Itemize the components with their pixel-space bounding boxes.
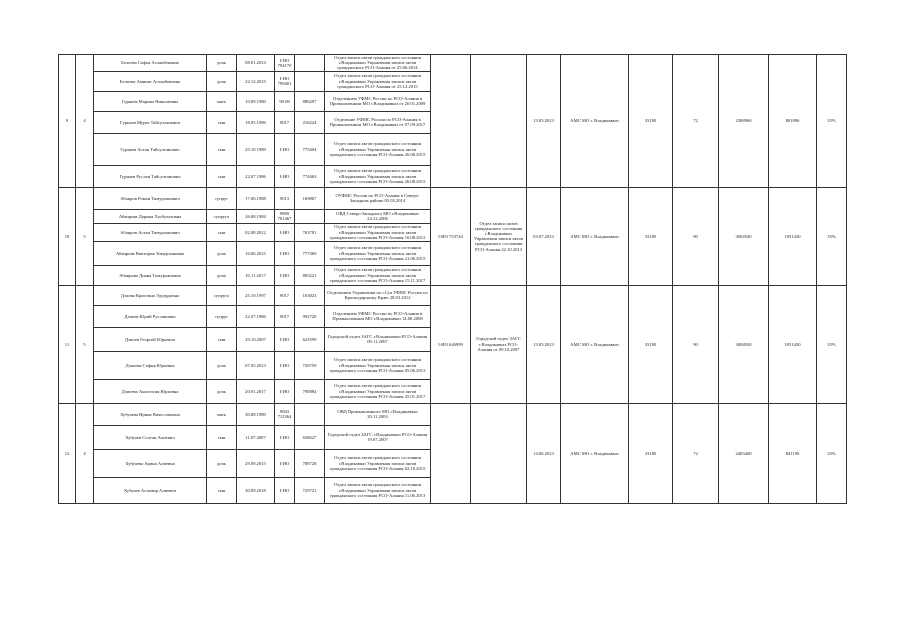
document-issued-by: Отдел записи актов гражданского состояния г.Владикавказ Управления записи актов гражданского состояния РСО-Алания 21.06.2015 <box>325 241 431 265</box>
family-size: 4 <box>76 403 94 503</box>
member-relation: супруг <box>207 187 237 209</box>
area-sqm: 72 <box>673 55 719 188</box>
member-relation: мать <box>207 91 237 111</box>
subsidy-amount: 1051430 <box>769 187 817 285</box>
document-series: I-ИО <box>275 327 295 351</box>
registration-date: 14.06.2013 <box>527 403 561 503</box>
registering-authority: АМС МО г. Владикавказ <box>561 55 629 188</box>
marriage-issued-by <box>471 403 527 503</box>
document-series: I-ИО 799401 <box>275 71 295 91</box>
member-name: Гурнаев Астан Тайсултанович <box>94 133 207 165</box>
marriage-certificate: I-ИО 753744 <box>431 187 471 285</box>
document-issued-by: Отдел записи актов гражданского состояния г.Владикавказ Управления записи актов гражданского состояния РСО-Алания 10.08.2012 <box>325 223 431 241</box>
document-issued-by: Отдел записи актов гражданского состояния г.Владикавказ Управления записи актов гражданского состояния РСО-Алания 11.06.2013 <box>325 477 431 503</box>
member-relation: сын <box>207 223 237 241</box>
document-series: I-ИО <box>275 425 295 449</box>
document-issued-by: ОВД Промышленного МО г.Владикавказ 20.11.2003 <box>325 403 431 425</box>
document-issued-by: Отдел записи актов гражданского состояния г.Владикавказ Управления записи актов гражданского состояния РСО-Алания 26.08.2015 <box>325 133 431 165</box>
document-series: 9017 <box>275 285 295 305</box>
document-series: 9017 <box>275 111 295 133</box>
member-name: Абаирова Дарьям Хасбулатовна <box>94 209 207 223</box>
member-birthdate: 10.11.2017 <box>237 265 275 285</box>
document-series: I-ИО <box>275 351 295 379</box>
member-birthdate: 22.07.1986 <box>237 305 275 327</box>
document-number: 729721 <box>295 477 325 503</box>
member-birthdate: 29.09.2015 <box>237 449 275 477</box>
member-name: Белоева Аминат Асланбековна <box>94 71 207 91</box>
area-sqm: 90 <box>673 187 719 285</box>
member-birthdate: 22.12.2015 <box>237 71 275 91</box>
member-name: Дзиова Кристина Эдуардовна <box>94 285 207 305</box>
member-birthdate: 29.10.2007 <box>237 327 275 351</box>
member-name: Абаирова Виктория Тимурхановна <box>94 241 207 265</box>
document-number: 623599 <box>295 327 325 351</box>
marriage-certificate: I-ИО 626999 <box>431 285 471 403</box>
document-issued-by: Отдел записи актов гражданского состояния г.Владикавказ Управления записи актов гражданского состояния РСО-Алания 15.11.2017 <box>325 265 431 285</box>
subsidy-percent: 35% <box>817 403 847 503</box>
member-relation: супруга <box>207 209 237 223</box>
document-number: 775404 <box>295 133 325 165</box>
member-birthdate: 30.09.2018 <box>237 477 275 503</box>
member-birthdate: 26.08.1984 <box>237 209 275 223</box>
document-issued-by: Отдел записи актов гражданского состояния г.Владикавказ Управления записи актов гражданского состояния РСО-Алания 26.08.2015 <box>325 165 431 187</box>
document-series: I-ИО <box>275 477 295 503</box>
member-name: Абаиров Роман Тимурханович <box>94 187 207 209</box>
document-series: 9017 <box>275 305 295 327</box>
document-series: I-ИО <box>275 241 295 265</box>
estimated-cost: 3004920 <box>719 285 769 403</box>
member-relation: дочь <box>207 71 237 91</box>
member-birthdate: 30.08.1989 <box>237 403 275 425</box>
member-relation: сын <box>207 327 237 351</box>
member-birthdate: 25.10.1989 <box>237 133 275 165</box>
member-relation: сын <box>207 477 237 503</box>
member-relation: дочь <box>207 241 237 265</box>
document-issued-by: Городской отдел ЗАГС г.Владикавказ РСО-Алания 09.11.2007 <box>325 327 431 351</box>
document-number: 163823 <box>295 285 325 305</box>
member-birthdate: 17.06.1988 <box>237 187 275 209</box>
document-issued-by: Отделением УФМС России по РСО-Алания в Промышленном МО г.Владикавказ 14.08.2008 <box>325 305 431 327</box>
table-row <box>59 285 847 305</box>
member-relation: сын <box>207 165 237 187</box>
document-series: I-ИО <box>275 265 295 285</box>
area-sqm: 72 <box>673 403 719 503</box>
price-per-sqm: 33180 <box>629 285 673 403</box>
document-issued-by: Городской отдел ЗАГС г.Владикавказ РСО-Алания 19.07.2007 <box>325 425 431 449</box>
document-number <box>295 209 325 223</box>
document-issued-by: Отдел записи актов гражданского состояния г.Владикавказ Управления записи актов гражданского РСО-Алания от 25.12.2015 <box>325 71 431 91</box>
member-birthdate: 25.10.1997 <box>237 285 275 305</box>
member-relation: мать <box>207 403 237 425</box>
register-sheet <box>58 54 846 620</box>
member-birthdate: 11.07.2007 <box>237 425 275 449</box>
member-birthdate: 22.07.1986 <box>237 165 275 187</box>
family-size: 4 <box>76 55 94 188</box>
document-number: 216224 <box>295 111 325 133</box>
document-number: 777369 <box>295 241 325 265</box>
document-number: 638627 <box>295 425 325 449</box>
document-number: 805221 <box>295 265 325 285</box>
registering-authority: АМС МО г. Владикавказ <box>561 403 629 503</box>
subsidy-amount: 801896 <box>769 55 817 188</box>
member-name: Гурнаев Руслан Тайсултанович <box>94 165 207 187</box>
document-number <box>295 71 325 91</box>
member-relation: дочь <box>207 265 237 285</box>
document-series: I-ИО <box>275 133 295 165</box>
member-birthdate: 10.09.1980 <box>237 91 275 111</box>
registering-authority: АМС МО г. Владикавказ <box>561 285 629 403</box>
price-per-sqm: 33180 <box>629 55 673 188</box>
document-issued-by: Отделением УФМС России по РСО-Алания в Промышленном МО г.Владикавказ от 20.01.2009 <box>325 91 431 111</box>
document-number <box>295 55 325 72</box>
subsidy-percent: 35% <box>817 187 847 285</box>
document-issued-by: Отдел записи актов гражданского состояния г.Владикавказ Управления записи актов гражданского состояния РСО-Алания 25.01.2017 <box>325 379 431 403</box>
document-issued-by: Отдел записи актов гражданского состояния г.Владикавказ Управления записи актов гражданского РСО-Алания от 25.06.2014 <box>325 55 431 72</box>
document-number: 886297 <box>295 91 325 111</box>
price-per-sqm: 33180 <box>629 187 673 285</box>
member-name: Гурнаев Мурат Тайсултанович <box>94 111 207 133</box>
member-relation: дочь <box>207 351 237 379</box>
family-size: 5 <box>76 187 94 285</box>
group-number: 10 <box>59 187 76 285</box>
estimated-cost: 3004920 <box>719 187 769 285</box>
group-number: 9 <box>59 55 76 188</box>
registration-date: 13.05.2013 <box>527 55 561 188</box>
marriage-issued-by <box>471 55 527 188</box>
member-name: Дзиоева София Юрьевна <box>94 351 207 379</box>
document-issued-by: ОВД Северо-Западного МО г.Владикавказ 24.12.2006 <box>325 209 431 223</box>
document-series: 9013 <box>275 187 295 209</box>
area-sqm: 90 <box>673 285 719 403</box>
price-per-sqm: 33180 <box>629 403 673 503</box>
document-number: 169867 <box>295 187 325 209</box>
document-number: 774463 <box>295 165 325 187</box>
member-birthdate: 07.05.2013 <box>237 351 275 379</box>
table-row <box>59 187 847 209</box>
table-row <box>59 403 847 425</box>
member-name: Хубуаева Арина Алиевна <box>94 449 207 477</box>
member-name: Белоева Софья Асланбековна <box>94 55 207 72</box>
table-row <box>59 55 847 72</box>
document-issued-by: Отдел записи актов гражданского состояния г.Владикавказ Управления записи актов гражданского состояния РСО-Алания 02.10.2015 <box>325 449 431 477</box>
member-name: Хубуаев Астамир Алиевич <box>94 477 207 503</box>
family-size: 5 <box>76 285 94 403</box>
member-birthdate: 08.01.2014 <box>237 55 275 72</box>
member-name: Дзиоев Георгий Юрьевич <box>94 327 207 351</box>
member-relation: сын <box>207 111 237 133</box>
member-relation: дочь <box>207 449 237 477</box>
member-relation: сын <box>207 133 237 165</box>
marriage-issued-by: Городской отдел ЗАГС г.Владикавказ РСО-Алания от 09.10.2007 <box>471 285 527 403</box>
marriage-issued-by: Отдел записи актов гражданского состояния г.Владикавказ Управления записи актов гражданского состояния РСО-Алания 22.10.2013 <box>471 187 527 285</box>
group-number: 11 <box>59 285 76 403</box>
document-series: I-ИО <box>275 165 295 187</box>
registering-authority: АМС МО г. Владикавказ <box>561 187 629 285</box>
document-number <box>295 403 325 425</box>
marriage-certificate <box>431 55 471 188</box>
estimated-cost: 2388960 <box>719 55 769 188</box>
document-series: 90 08 <box>275 91 295 111</box>
subsidy-amount: 841196 <box>769 403 817 503</box>
document-series: I-ИО <box>275 223 295 241</box>
document-number: 992720 <box>295 305 325 327</box>
member-relation: супруга <box>207 285 237 305</box>
member-name: Абаирова Диана Тимурхановна <box>94 265 207 285</box>
document-number: 798884 <box>295 379 325 403</box>
document-issued-by: ОУФМС России по РСО-Алания в Северо-Западном районе 05.03.2014 <box>325 187 431 209</box>
document-series: 9800 701467 <box>275 209 295 223</box>
member-name: Дзиоев Юрий Русланович <box>94 305 207 327</box>
document-series: I-ИО <box>275 449 295 477</box>
document-number: 726759 <box>295 351 325 379</box>
document-issued-by: Отдел записи актов гражданского состояния г.Владикавказ Управления записи актов гражданского состояния РСО-Алания 05.06.2013 <box>325 351 431 379</box>
member-birthdate: 16.06.2015 <box>237 241 275 265</box>
document-number: 788728 <box>295 449 325 477</box>
subsidy-amount: 1051430 <box>769 285 817 403</box>
member-name: Абаиров Астан Тимурханович <box>94 223 207 241</box>
document-issued-by: Отделением Управления по г.Суа УФМС России по Краснодарскому Краю 28.03.2012 <box>325 285 431 305</box>
subsidy-percent: 35% <box>817 55 847 188</box>
document-number: 763781 <box>295 223 325 241</box>
family-register-table <box>58 54 847 504</box>
member-name: Дзиоева Анастасия Юрьевна <box>94 379 207 403</box>
registration-date: 13.05.2013 <box>527 285 561 403</box>
document-series: 9003 712364 <box>275 403 295 425</box>
member-birthdate: 02.08.2012 <box>237 223 275 241</box>
member-relation: сын <box>207 425 237 449</box>
member-birthdate: 18.05.1996 <box>237 111 275 133</box>
member-relation: дочь <box>207 55 237 72</box>
member-relation: супруг <box>207 305 237 327</box>
estimated-cost: 2403460 <box>719 403 769 503</box>
member-relation: дочь <box>207 379 237 403</box>
subsidy-percent: 35% <box>817 285 847 403</box>
marriage-certificate <box>431 403 471 503</box>
document-series: I-ИО <box>275 379 295 403</box>
document-issued-by: Отделение УФМС России по РСО-Алания в Промышленном МО г.Владикавказ от 07.09.2017 <box>325 111 431 133</box>
registration-date: 03.07.2013 <box>527 187 561 285</box>
document-series: I-ИО 794170 <box>275 55 295 72</box>
member-name: Хубуаев Солтан Алиевич <box>94 425 207 449</box>
member-birthdate: 20.01.2017 <box>237 379 275 403</box>
group-number: 12 <box>59 403 76 503</box>
member-name: Хубуаева Ирина Вячеславовна <box>94 403 207 425</box>
member-name: Гурнаев Марина Николаевна <box>94 91 207 111</box>
